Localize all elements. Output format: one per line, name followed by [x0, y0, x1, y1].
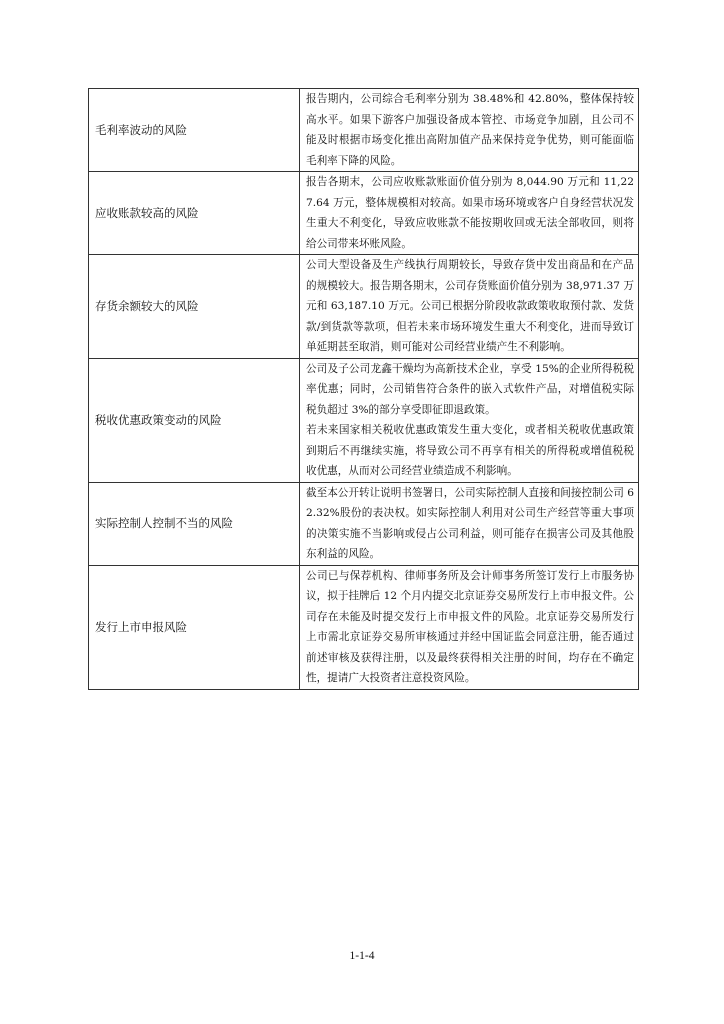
risk-description: 报告期内，公司综合毛利率分别为 38.48%和 42.80%，整体保持较高水平。如果下游客户加强设备成本管控、市场竞争加剧，且公司不能及时根据市场变化推出高附加值产品来保持竞争优势，则可能面临毛利率下降的风险。: [306, 93, 634, 167]
risk-description-cell: [300, 565, 639, 689]
risk-row-listing: [89, 565, 639, 689]
risk-name: 存货余额较大的风险: [95, 298, 199, 313]
risk-row-controller: [89, 482, 639, 565]
risk-name: 实际控制人控制不当的风险: [95, 516, 233, 530]
risk-name-cell: [89, 255, 300, 359]
risk-description-cell: [300, 89, 639, 172]
risk-name-cell: [89, 89, 300, 172]
risk-name-cell: [89, 172, 300, 255]
risk-name-cell: [89, 482, 300, 565]
risk-description: 截至本公开转让说明书签署日，公司实际控制人直接和间接控制公司 62.32%股份的表决权。如实际控制人利用对公司生产经营等重大事项的决策实施不当影响或侵占公司利益，则可能存在损害公司及其他股东利益的风险。: [306, 486, 634, 560]
risk-description: 公司及子公司龙鑫干燥均为高新技术企业，享受 15%的企业所得税税率优惠；同时，公司销售符合条件的嵌入式软件产品，对增值税实际税负超过 3%的部分享受即征即退政策。: [306, 362, 634, 416]
risk-row-tax-policy: [89, 358, 639, 482]
risk-name: 毛利率波动的风险: [95, 122, 187, 137]
risk-description-cell: [300, 172, 639, 255]
risk-description-cell: [300, 358, 639, 482]
risk-row-gross-margin: [89, 89, 639, 172]
risk-row-inventory: [89, 255, 639, 359]
risk-name-cell: [89, 565, 300, 689]
risk-description-cell: [300, 482, 639, 565]
risk-name: 应收账款较高的风险: [95, 205, 199, 220]
page-number: 1-1-4: [349, 950, 375, 962]
risk-name-cell: [89, 358, 300, 482]
risk-description: 公司大型设备及生产线执行周期较长，导致存货中发出商品和在产品的规模较大。报告期各期末，公司存货账面价值分别为 38,971.37 万元和 63,187.10 万元。公司已根据分阶段收款政策收取预付款、发货款/到货款等款项，但若未来市场环境发生重大不利变化，进而导致订单延期甚至取消，则可能对公司经营业绩产生不利影响。: [306, 259, 634, 353]
risk-description-cell: [300, 255, 639, 359]
risk-description: 公司已与保荐机构、律师事务所及会计师事务所签订发行上市服务协议，拟于挂牌后 12 个月内提交北京证券交易所发行上市申报文件。公司存在未能及时提交发行上市申报文件的风险。北京证券交易所发行上市需北京证券交易所审核通过并经中国证监会同意注册，能否通过前述审核及获得注册，以及最终获得相关注册的时间，均存在不确定性，提请广大投资者注意投资风险。: [306, 569, 634, 684]
risk-name: 税收优惠政策变动的风险: [95, 412, 222, 427]
risk-name: 发行上市申报风险: [95, 619, 187, 634]
risk-row-receivables: [89, 172, 639, 255]
risk-table: [88, 88, 639, 690]
risk-description: 报告各期末，公司应收账款账面价值分别为 8,044.90 万元和 11,227.64 万元，整体规模相对较高。如果市场环境或客户自身经营状况发生重大不利变化，导致应收账款不能按期收回或无法全部收回，则将给公司带来坏账风险。: [306, 176, 634, 250]
risk-description: 若未来国家相关税收优惠政策发生重大变化，或者相关税收优惠政策到期后不再继续实施，将导致公司不再享有相关的所得税或增值税税收优惠，从而对公司经营业绩造成不利影响。: [306, 424, 634, 477]
